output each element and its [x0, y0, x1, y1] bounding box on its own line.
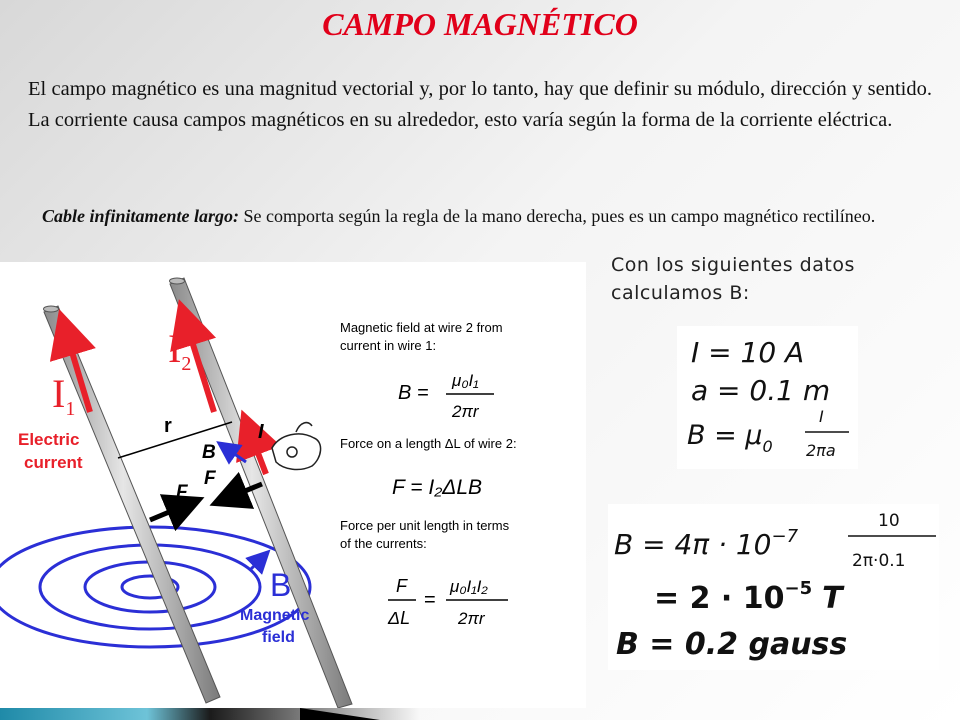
b-big-label: B: [270, 567, 292, 603]
note-3-line-1: Force per unit length in terms: [340, 518, 510, 533]
hand-current-label: I: [258, 421, 264, 443]
eq1-num: μ₀I₁: [452, 371, 479, 390]
eq1-den: 2πr: [452, 402, 479, 421]
force-arrow-1: [150, 505, 186, 520]
datos-line-1: Con los siguientes datos: [611, 254, 855, 276]
note-3-line-2: of the currents:: [340, 536, 427, 551]
electric-label: Electric: [18, 430, 80, 449]
hand-icon: [272, 423, 321, 470]
wire-1: [44, 306, 221, 703]
eq1-lhs: B =: [398, 382, 429, 404]
given-num: I: [819, 407, 824, 426]
field-arrow: [250, 558, 262, 570]
calc-line-3: B = 0.2 gauss: [616, 627, 848, 662]
parallel-wires-figure: [0, 262, 586, 708]
calc-num: 10: [878, 511, 900, 531]
r-label: r: [164, 415, 172, 437]
eq3-lhs-den: ΔL: [388, 608, 411, 628]
footer-bar: [0, 708, 960, 720]
equations-column: [340, 320, 517, 628]
calculation-box: [608, 504, 939, 670]
datos-text: [611, 251, 911, 307]
wire-2-label: $I_2$: [168, 326, 192, 375]
b-small-label: B: [202, 442, 216, 463]
field-label: field: [262, 629, 295, 646]
note-2: Force on a length ΔL of wire 2:: [340, 436, 517, 451]
force-1-label: F: [176, 482, 188, 503]
cable-label: Cable infinitamente largo:: [42, 206, 240, 226]
eq3-num: μ₀I₁I₂: [450, 577, 488, 596]
slide-title: CAMPO MAGNÉTICO: [322, 6, 638, 42]
eq3-lhs-num: F: [396, 576, 407, 596]
current-label: current: [24, 453, 83, 472]
eq2: F = I₂ΔLB: [392, 476, 482, 499]
note-1-line-1: Magnetic field at wire 2 from: [340, 320, 503, 335]
eq3-den: 2πr: [458, 609, 485, 628]
calc-line-2: = $2 \cdot 10^{-5}$ T: [654, 578, 843, 616]
force-2-label: F: [204, 468, 216, 489]
magnetic-label: Magnetic: [240, 607, 310, 624]
cable-text: Se comporta según la regla de la mano derecha, pues es un campo magnético rectilíneo.: [239, 206, 876, 226]
given-line-3: $B = \mu_0$: [687, 420, 773, 456]
given-line-2: a = 0.1 m: [691, 374, 831, 407]
calc-line-1: $B = 4\pi \cdot 10^{-7}$: [614, 526, 799, 561]
datos-line-2: calculamos B:: [611, 282, 750, 304]
given-line-1: I = 10 A: [691, 336, 805, 369]
intro-paragraph: El campo magnético es una magnitud vectorial y, por lo tanto, hay que definir su módulo, dirección y sentido. La corriente causa campos magnéticos en su alrededor, esto varía según la forma de la corriente eléctrica.: [28, 78, 932, 131]
wire-1-label: $I_1$: [52, 371, 76, 420]
given-den: 2πa: [806, 441, 836, 460]
note-1-line-2: current in wire 1:: [340, 338, 437, 353]
given-data-box: [677, 326, 858, 469]
calc-den: 2π·0.1: [852, 551, 906, 571]
cable-paragraph: [42, 202, 922, 231]
eq3-equals: =: [424, 589, 436, 611]
